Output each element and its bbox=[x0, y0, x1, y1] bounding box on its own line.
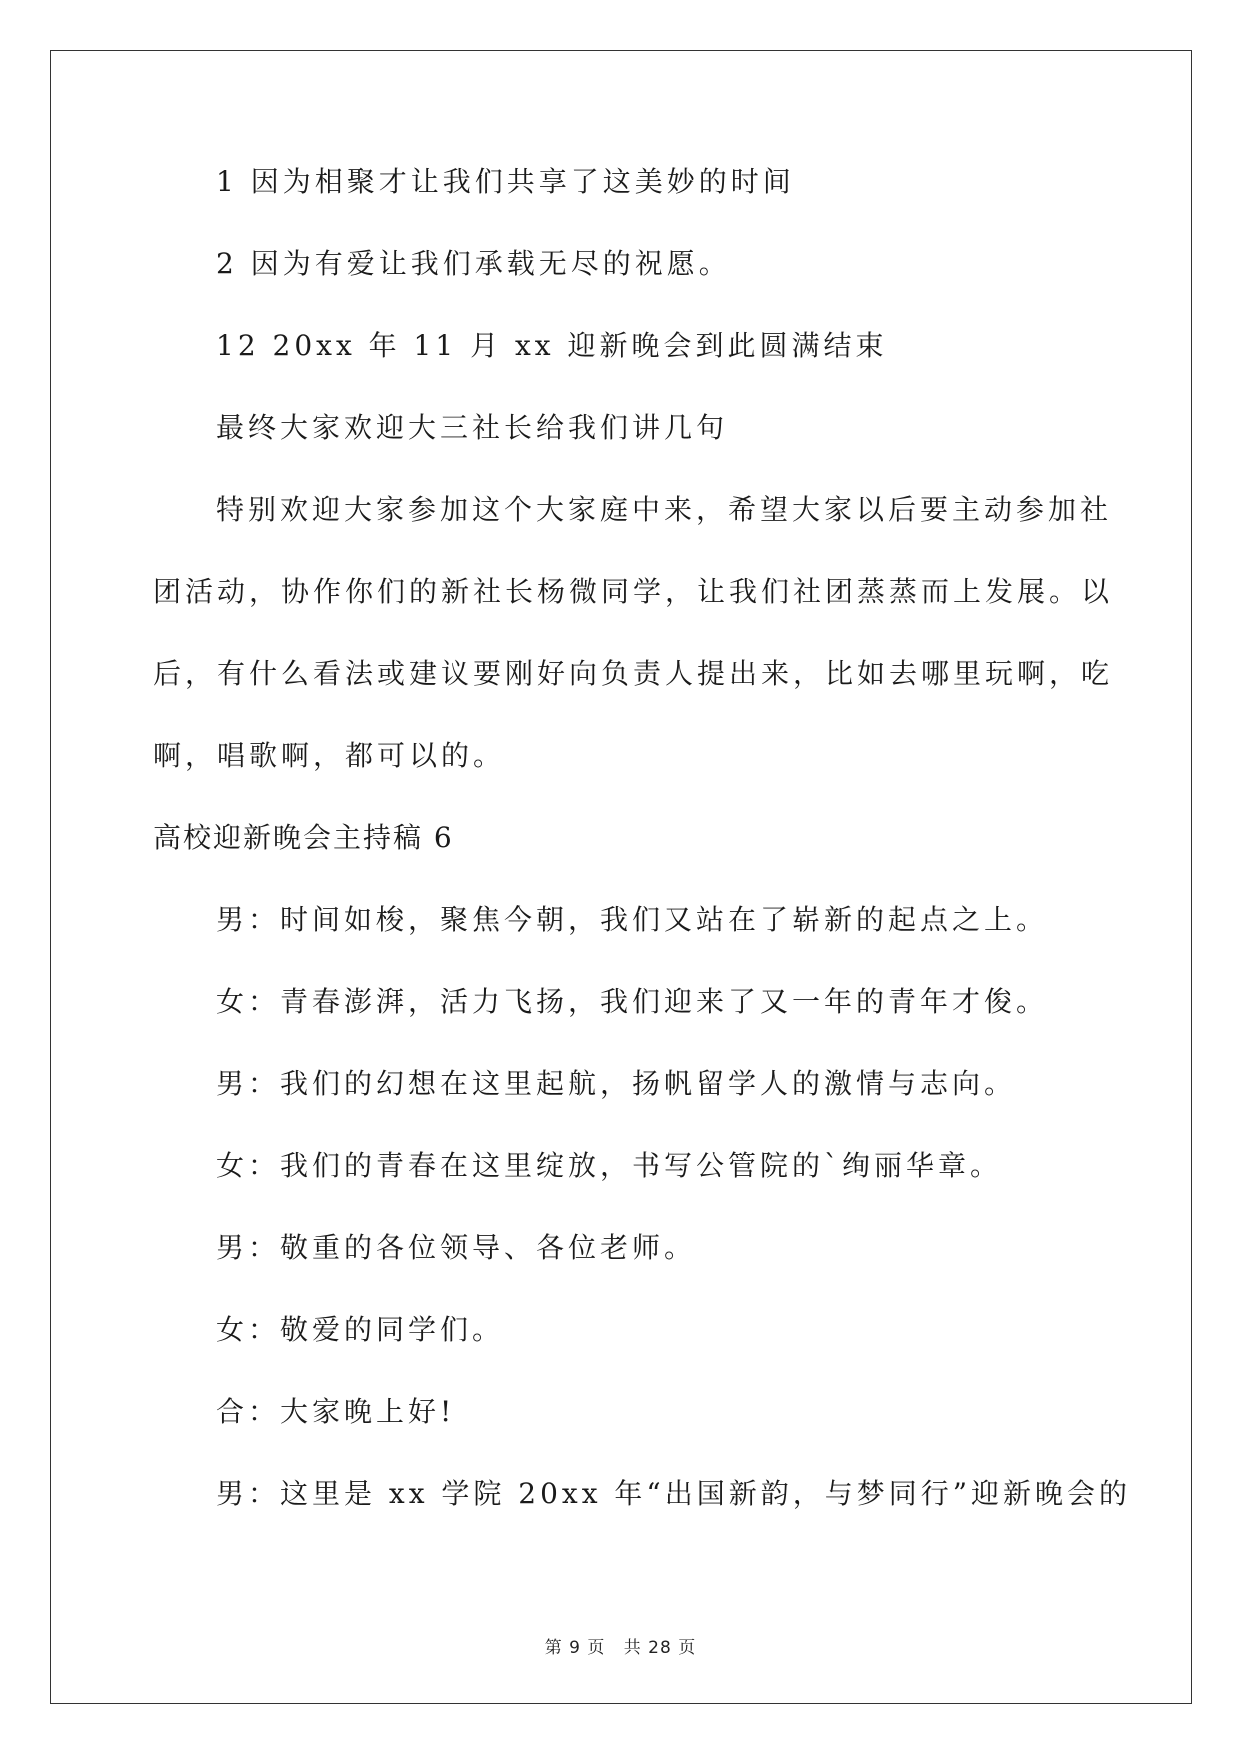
dialogue-line: 女：青春澎湃，活力飞扬，我们迎来了又一年的青年才俊。 bbox=[216, 985, 1049, 1018]
dialogue-line: 男：敬重的各位领导、各位老师。 bbox=[216, 1231, 697, 1264]
text-line: 2 因为有爱让我们承载无尽的祝愿。 bbox=[216, 247, 731, 280]
text-line: 1 因为相聚才让我们共享了这美妙的时间 bbox=[216, 165, 795, 198]
dialogue-line: 男：我们的幻想在这里起航，扬帆留学人的激情与志向。 bbox=[216, 1067, 1017, 1100]
page-total: 共 28 页 bbox=[623, 1638, 697, 1658]
paragraph-line: 特别欢迎大家参加这个大家庭中来，希望大家以后要主动参加社 bbox=[216, 493, 1113, 526]
dialogue-line: 女：敬爱的同学们。 bbox=[216, 1313, 505, 1346]
document-body bbox=[153, 165, 1132, 1510]
dialogue-line: 男：这里是 xx 学院 20xx 年“出国新韵，与梦同行”迎新晚会的 bbox=[216, 1477, 1132, 1510]
text-line: 12 20xx 年 11 月 xx 迎新晚会到此圆满结束 bbox=[216, 329, 888, 362]
dialogue-line: 合：大家晚上好! bbox=[216, 1395, 456, 1428]
paragraph-line: 后，有什么看法或建议要刚好向负责人提出来，比如去哪里玩啊，吃 bbox=[153, 657, 1114, 690]
text-line: 最终大家欢迎大三社长给我们讲几句 bbox=[216, 411, 729, 444]
dialogue-line: 女：我们的青春在这里绽放，书写公管院的`绚丽华章。 bbox=[216, 1149, 1003, 1182]
section-heading: 高校迎新晚会主持稿 6 bbox=[153, 821, 454, 854]
page-number: 第 9 页 bbox=[544, 1638, 606, 1658]
paragraph bbox=[153, 493, 1114, 772]
dialogue-line: 男：时间如梭，聚焦今朝，我们又站在了崭新的起点之上。 bbox=[216, 903, 1049, 936]
paragraph-line: 团活动，协作你们的新社长杨微同学，让我们社团蒸蒸而上发展。以 bbox=[153, 575, 1114, 608]
page-footer bbox=[0, 1633, 1241, 1658]
paragraph-line: 啊，唱歌啊，都可以的。 bbox=[153, 739, 506, 772]
